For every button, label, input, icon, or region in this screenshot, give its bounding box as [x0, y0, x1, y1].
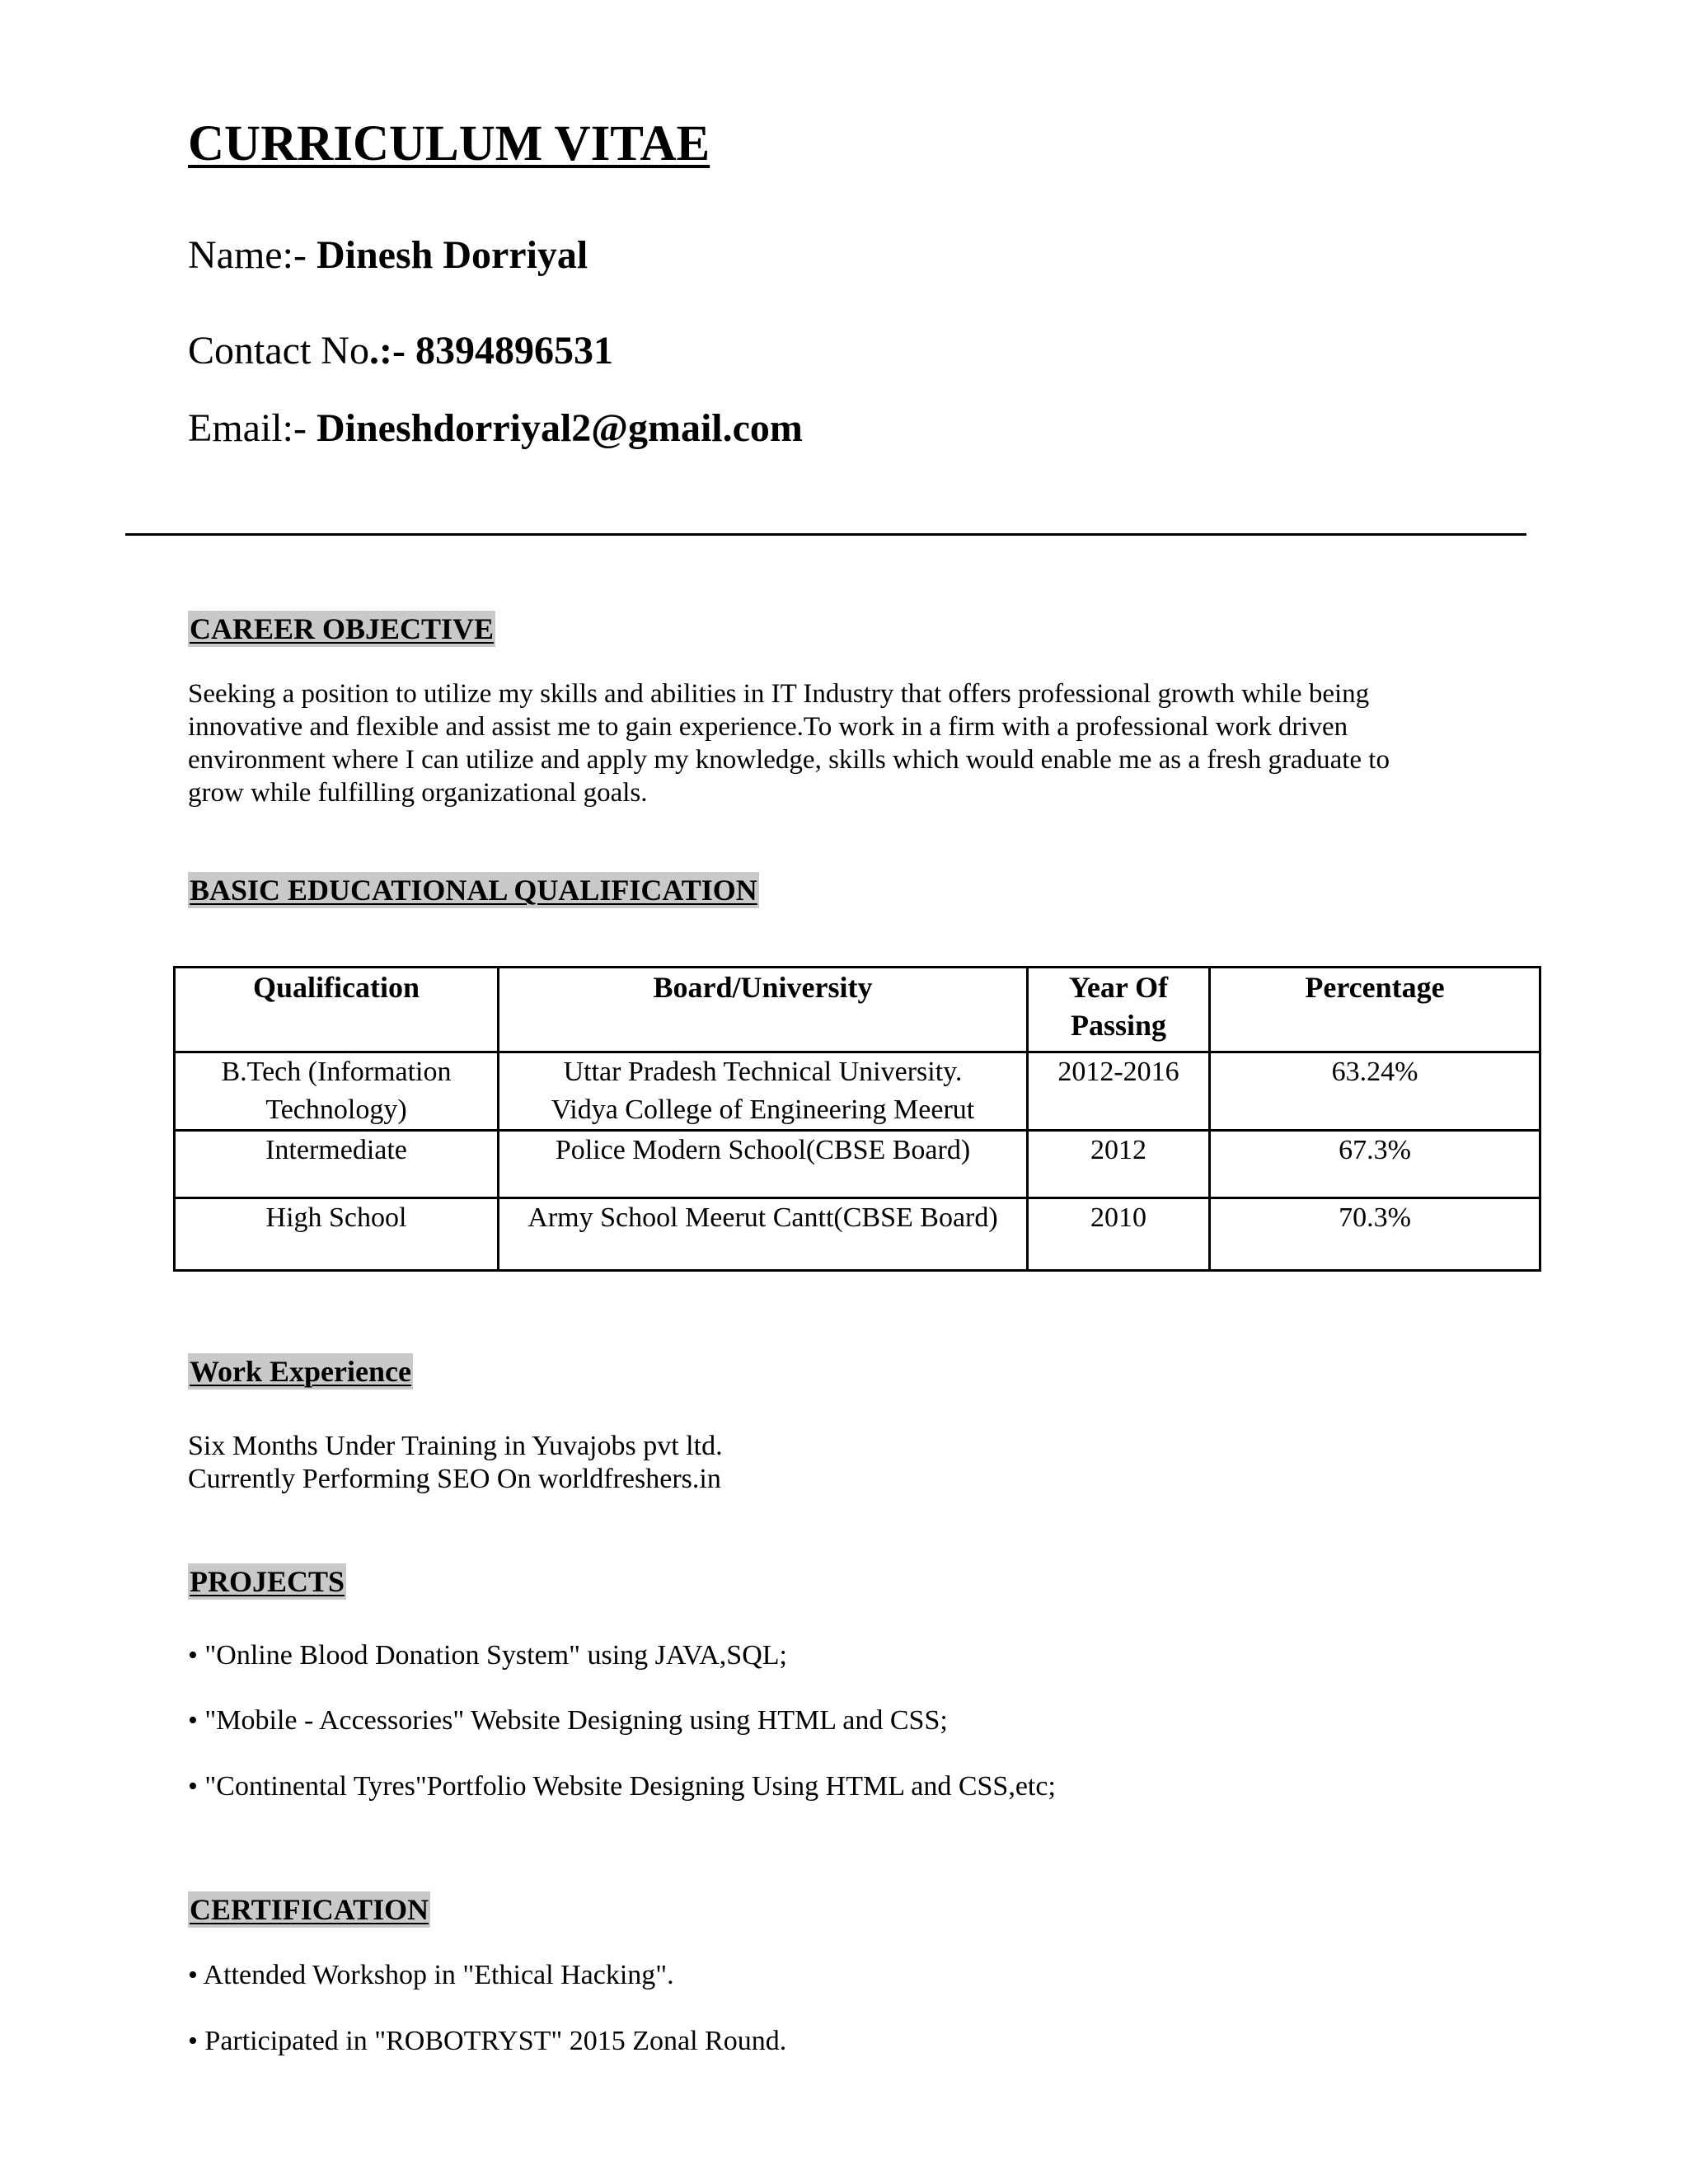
- cell-qualification: High School: [175, 1198, 499, 1271]
- cell-text: B.Tech (Information: [221, 1057, 452, 1087]
- career-objective-line: Seeking a position to utilize my skills and abilities in IT Industry that offers professional growth while being: [188, 679, 1370, 709]
- cell-percentage: 70.3%: [1210, 1198, 1540, 1271]
- cell-qualification: [175, 1052, 499, 1131]
- table-row: [175, 1052, 1540, 1131]
- page-title: CURRICULUM VITAE: [188, 116, 710, 171]
- cell-percentage: 67.3%: [1210, 1131, 1540, 1198]
- work-experience-line: Currently Performing SEO On worldfreshers.in: [188, 1464, 721, 1494]
- col-year-line: Year Of: [1068, 971, 1169, 1004]
- phone-line: [188, 328, 613, 373]
- project-item: • "Continental Tyres"Portfolio Website Designing Using HTML and CSS,etc;: [188, 1771, 1056, 1802]
- col-qualification: Qualification: [175, 968, 499, 1052]
- header-divider: [125, 533, 1526, 536]
- cell-year: 2012-2016: [1028, 1052, 1210, 1131]
- cell-text: Vidya College of Engineering Meerut: [551, 1094, 975, 1125]
- career-objective-text: [188, 677, 1490, 809]
- col-board: Board/University: [499, 968, 1028, 1052]
- cell-text: Technology): [265, 1094, 407, 1125]
- education-heading: BASIC EDUCATIONAL QUALIFICATION: [190, 874, 757, 907]
- project-item: • "Mobile - Accessories" Website Designing using HTML and CSS;: [188, 1705, 948, 1736]
- table-header-row: [175, 968, 1540, 1052]
- certification-item: • Participated in "ROBOTRYST" 2015 Zonal Round.: [188, 2026, 787, 2056]
- project-item: • "Online Blood Donation System" using JAVA,SQL;: [188, 1640, 787, 1671]
- work-experience-line: Six Months Under Training in Yuvajobs pvt ltd.: [188, 1431, 723, 1461]
- cell-year: 2010: [1028, 1198, 1210, 1271]
- cell-qualification: Intermediate: [175, 1131, 499, 1198]
- table-row: [175, 1198, 1540, 1271]
- email-value: Dineshdorriyal2@gmail.com: [316, 406, 803, 450]
- phone-separator: .:-: [368, 329, 415, 373]
- table-row: [175, 1131, 1540, 1198]
- col-year-line: Passing: [1070, 1009, 1167, 1042]
- cell-year: 2012: [1028, 1131, 1210, 1198]
- education-table: [173, 966, 1541, 1272]
- career-objective-heading: CAREER OBJECTIVE: [190, 612, 495, 645]
- certification-item: • Attended Workshop in "Ethical Hacking".: [188, 1960, 674, 1990]
- career-objective-line: grow while fulfilling organizational goals.: [188, 778, 648, 808]
- phone-value: 8394896531: [415, 329, 613, 373]
- career-objective-line: environment where I can utilize and apply my knowledge, skills which would enable me as a fresh graduate to: [188, 745, 1390, 775]
- col-percentage: Percentage: [1210, 968, 1540, 1052]
- name-line: [188, 232, 588, 278]
- career-objective-line: innovative and flexible and assist me to gain experience.To work in a firm with a professional work driven: [188, 712, 1348, 742]
- cell-text: Uttar Pradesh Technical University.: [563, 1057, 963, 1087]
- col-year: [1028, 968, 1210, 1052]
- name-label: Name:-: [188, 233, 316, 277]
- name-value: Dinesh Dorriyal: [316, 233, 588, 277]
- cell-board: Army School Meerut Cantt(CBSE Board): [499, 1198, 1028, 1271]
- work-experience-heading: Work Experience: [190, 1355, 411, 1388]
- cell-board: [499, 1052, 1028, 1131]
- cell-percentage: 63.24%: [1210, 1052, 1540, 1131]
- projects-heading: PROJECTS: [190, 1565, 345, 1598]
- phone-label: Contact No: [188, 329, 369, 373]
- cell-board: Police Modern School(CBSE Board): [499, 1131, 1028, 1198]
- certification-heading: CERTIFICATION: [190, 1893, 429, 1926]
- email-line: [188, 405, 803, 451]
- email-label: Email:-: [188, 406, 316, 450]
